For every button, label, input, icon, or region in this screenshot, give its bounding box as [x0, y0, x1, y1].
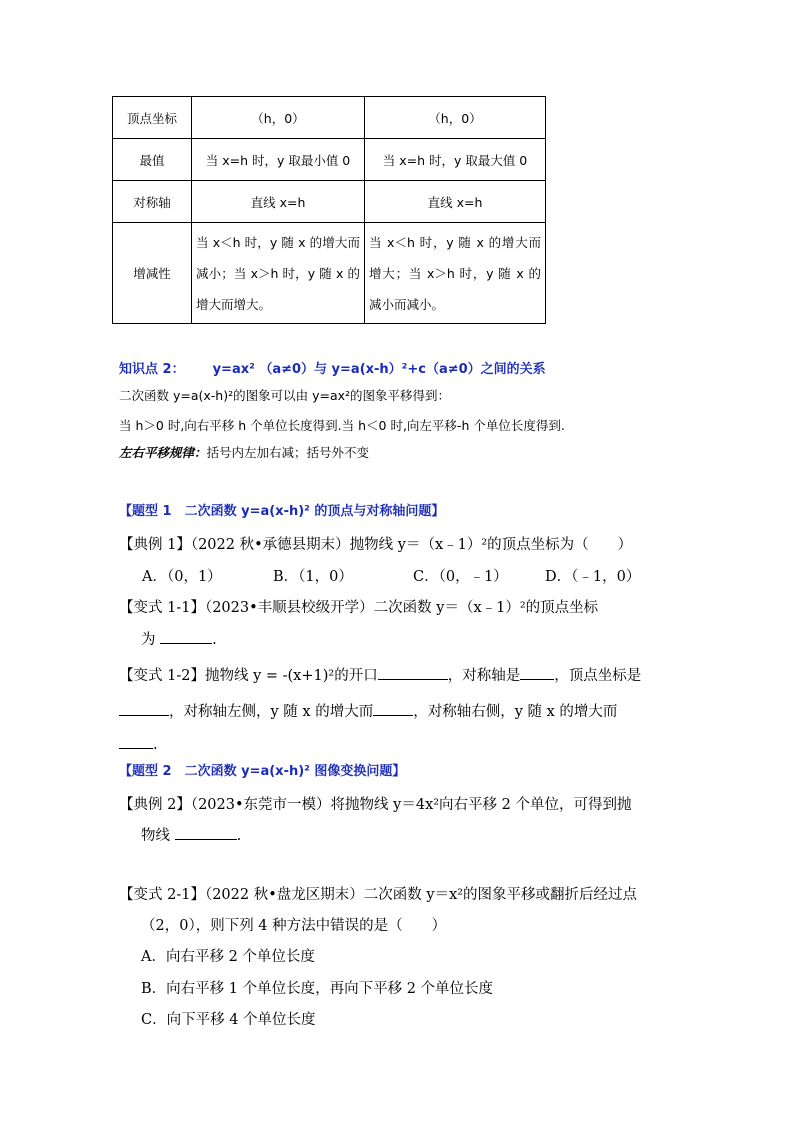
- option-a: A．（0，1）: [142, 569, 222, 585]
- prompt-text: 为: [141, 632, 156, 648]
- type1-heading: 【题型 1 二次函数 y=a(x-h)² 的顶点与对称轴问题】: [119, 504, 445, 519]
- monotonic-text: 当 x＜h 时，y 随 x 的增大而增大；当 x＞h 时，y 随 x 的减小而减小。: [369, 234, 541, 312]
- answer-blank[interactable]: [378, 665, 448, 680]
- cell-downward: （h，0）: [365, 97, 546, 139]
- answer-blank[interactable]: [119, 734, 153, 749]
- cell-downward: [365, 223, 546, 324]
- answer-blank[interactable]: [119, 701, 169, 716]
- cell-upward: 当 x=h 时，y 取最小值 0: [192, 139, 365, 181]
- knowledge-line-2: 当 h＞0 时,向右平移 h 个单位长度得到.当 h＜0 时,向左平移-h 个单位长度得到.: [119, 418, 565, 433]
- knowledge-line-1: 二次函数 y=a(x-h)²的图象可以由 y=ax²的图象平移得到：: [119, 388, 451, 403]
- knowledge-text: y=ax² （a≠0）与 y=a(x-h）²+c（a≠0）之间的关系: [212, 362, 546, 377]
- knowledge-point-title: [119, 358, 546, 377]
- answer-blank[interactable]: [373, 701, 413, 716]
- cell-upward: （h，0）: [192, 97, 365, 139]
- example-2-cont: 物线 .: [141, 824, 241, 845]
- prompt-text: 【变式 1-2】抛物线 y = -(x+1)²的开口: [119, 668, 378, 684]
- table-row: [113, 223, 546, 324]
- variant-1-2-cont: [119, 700, 617, 721]
- option-d: D．（﹣1，0）: [545, 569, 641, 585]
- option-b: B．向右平移 1 个单位长度，再向下平移 2 个单位长度: [141, 981, 494, 997]
- row-label: 最值: [113, 139, 192, 181]
- option-c: C．（0，﹣1）: [413, 569, 508, 585]
- properties-table: [112, 96, 546, 324]
- table-row: [113, 181, 546, 223]
- variant-2-1-cont: （2，0），则下列 4 种方法中错误的是（ ）: [141, 918, 447, 934]
- answer-blank[interactable]: [160, 629, 212, 644]
- row-label: 对称轴: [113, 181, 192, 223]
- variant-1-2: [119, 664, 641, 685]
- table-row: [113, 97, 546, 139]
- shift-rule: [119, 443, 369, 461]
- option-a: A．向右平移 2 个单位长度: [141, 949, 315, 965]
- prompt-text: ，顶点坐标是: [554, 668, 642, 684]
- table-row: [113, 139, 546, 181]
- variant-1-1-cont: 为 .: [141, 628, 217, 649]
- variant-2-1: 【变式 2-1】（2022 秋•盘龙区期末）二次函数 y＝x²的图象平移或翻折后经过点: [119, 887, 638, 903]
- variant-1-1: 【变式 1-1】（2023•丰顺县校级开学）二次函数 y＝（x﹣1）²的顶点坐标: [119, 600, 599, 616]
- prompt-text: ，对称轴是: [447, 668, 521, 684]
- option-b: B．（1，0）: [273, 569, 353, 585]
- prompt-text: ，对称轴右侧，y 随 x 的增大而: [413, 704, 618, 720]
- option-c: C．向下平移 4 个单位长度: [141, 1012, 316, 1028]
- answer-blank[interactable]: [520, 665, 554, 680]
- type2-heading: 【题型 2 二次函数 y=a(x-h)² 图像变换问题】: [119, 764, 406, 779]
- example-1: 【典例 1】（2022 秋•承德县期末）抛物线 y＝（x﹣1）²的顶点坐标为（ ）: [119, 537, 633, 553]
- prompt-text: .: [153, 737, 158, 753]
- rule-text: 括号内左加右减；括号外不变: [206, 445, 370, 460]
- cell-downward: 当 x=h 时，y 取最大值 0: [365, 139, 546, 181]
- variant-1-2-end: [119, 734, 158, 753]
- row-label: 顶点坐标: [113, 97, 192, 139]
- rule-label: 左右平移规律：: [119, 445, 207, 460]
- cell-downward: 直线 x=h: [365, 181, 546, 223]
- prompt-text: 物线: [141, 828, 170, 844]
- cell-upward: [192, 223, 365, 324]
- monotonic-text: 当 x＜h 时，y 随 x 的增大而减小；当 x＞h 时，y 随 x 的增大而增大。: [196, 234, 360, 312]
- answer-blank[interactable]: [175, 825, 237, 840]
- knowledge-label: 知识点 2：: [119, 362, 185, 377]
- cell-upward: 直线 x=h: [192, 181, 365, 223]
- row-label: 增减性: [113, 223, 192, 324]
- example-2: 【典例 2】（2023•东莞市一模）将抛物线 y＝4x²向右平移 2 个单位，可得到抛: [119, 797, 632, 813]
- prompt-text: ，对称轴左侧，y 随 x 的增大而: [169, 704, 374, 720]
